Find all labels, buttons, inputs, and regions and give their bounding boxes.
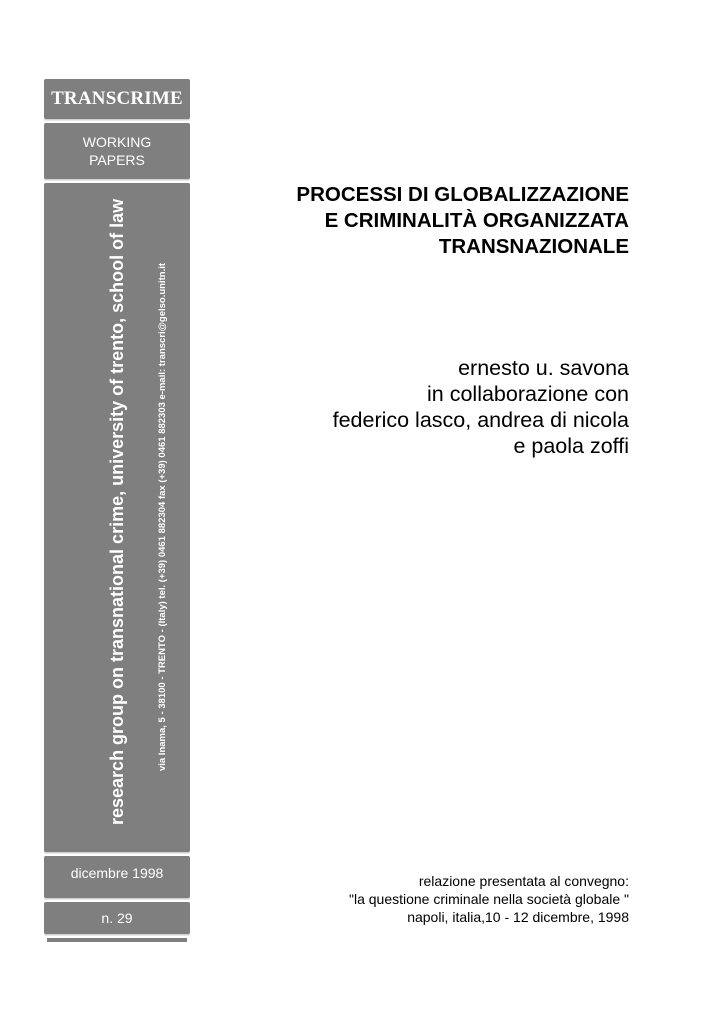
author-line4: e paola zoffi — [513, 434, 629, 458]
number-box — [44, 902, 190, 934]
publication-date: dicembre 1998 — [70, 865, 164, 881]
title-line2: E CRIMINALITÀ ORGANIZZATA — [324, 209, 629, 232]
brand-box — [44, 79, 190, 119]
spine-contact-address: via Inama, 5 - 38100 - TRENTO - (Italy) tel. (+39) 0461 882304 fax (+39) 0461 882303 e-mail: transcri@gelso.unitn.it — [157, 262, 168, 772]
series-label-line1: WORKING — [82, 134, 152, 150]
document-title — [296, 182, 629, 260]
note-line3: napoli, italia,10 - 12 dicembre, 1998 — [407, 909, 629, 925]
date-box — [44, 856, 190, 898]
note-line1: relazione presentata al convegno: — [418, 873, 629, 889]
spine-group-name: research group on transnational crime, university of trento, school of law — [107, 198, 127, 825]
paper-number: n. 29 — [101, 910, 133, 926]
spine-box — [44, 183, 190, 852]
bottom-divider — [47, 938, 187, 942]
series-label-line2: PAPERS — [89, 152, 145, 168]
series-box — [44, 123, 190, 179]
author-block — [333, 355, 629, 459]
author-line3: federico lasco, andrea di nicola — [332, 408, 629, 432]
brand-title: TRANSCRIME — [51, 88, 183, 109]
title-line1: PROCESSI DI GLOBALIZZAZIONE — [296, 183, 629, 206]
author-line1: ernesto u. savona — [458, 356, 629, 380]
author-line2: in collaborazione con — [427, 382, 629, 406]
conference-note — [349, 872, 629, 926]
note-line2: "la questione criminale nella società globale " — [349, 891, 629, 907]
title-line3: TRANSNAZIONALE — [438, 235, 629, 258]
